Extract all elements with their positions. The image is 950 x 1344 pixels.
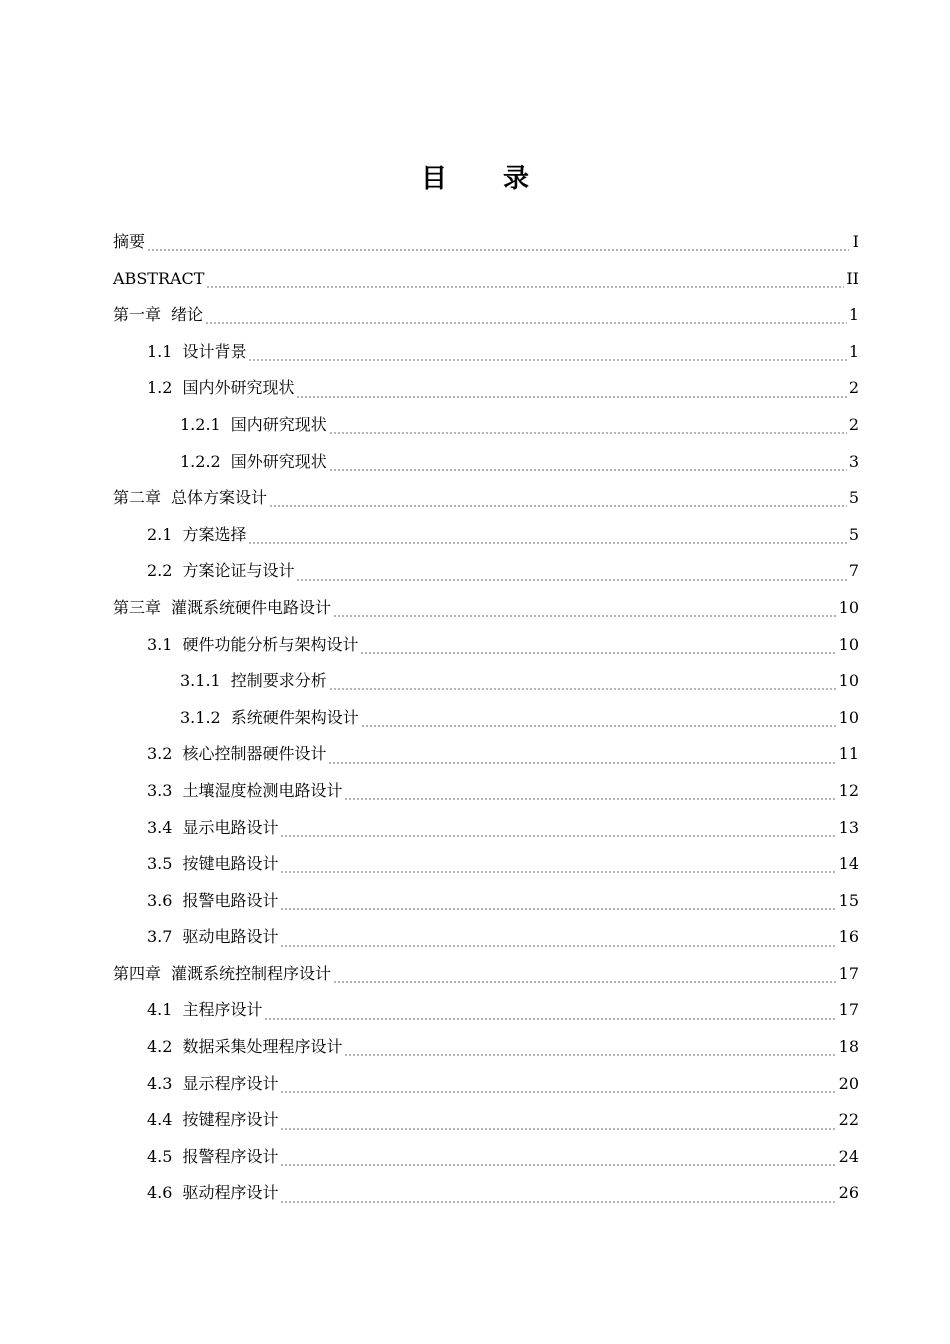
dot-leader bbox=[280, 1128, 836, 1130]
toc-entry-label: 报警程序设计 bbox=[182, 1146, 279, 1166]
dot-leader bbox=[205, 322, 847, 324]
title-char-1: 目 bbox=[420, 164, 447, 194]
toc-entry[interactable] bbox=[113, 883, 859, 920]
toc-entry-number: 3.5 bbox=[147, 854, 173, 874]
toc-entry-label: 国内研究现状 bbox=[230, 414, 327, 434]
toc-entry[interactable] bbox=[113, 590, 859, 627]
table-of-contents bbox=[113, 224, 859, 1212]
toc-entry-label: 显示电路设计 bbox=[182, 817, 279, 837]
toc-entry-page: 12 bbox=[838, 780, 859, 800]
toc-entry[interactable] bbox=[113, 334, 859, 371]
toc-entry[interactable] bbox=[113, 956, 859, 993]
dot-leader bbox=[264, 1018, 836, 1020]
toc-entry[interactable] bbox=[113, 773, 859, 810]
toc-entry-page: 16 bbox=[838, 927, 859, 947]
toc-entry-label: 硬件功能分析与架构设计 bbox=[182, 634, 359, 654]
toc-entry-label: ABSTRACT bbox=[113, 268, 205, 288]
toc-entry-label: 系统硬件架构设计 bbox=[230, 707, 359, 727]
toc-entry-number: 1.2.1 bbox=[180, 414, 221, 434]
toc-entry-page: 20 bbox=[838, 1073, 859, 1093]
toc-entry[interactable] bbox=[113, 297, 859, 334]
dot-leader bbox=[329, 469, 847, 471]
toc-entry-number: 3.1.1 bbox=[180, 671, 221, 691]
toc-entry-number: 3.3 bbox=[147, 780, 173, 800]
toc-entry-label: 灌溉系统控制程序设计 bbox=[171, 963, 332, 983]
dot-leader bbox=[280, 871, 836, 873]
toc-entry[interactable] bbox=[113, 553, 859, 590]
toc-entry-label: 主程序设计 bbox=[182, 1000, 263, 1020]
toc-entry-page: 2 bbox=[848, 378, 859, 398]
toc-entry-number: 第二章 bbox=[113, 488, 162, 508]
toc-entry-number: 第四章 bbox=[113, 963, 162, 983]
dot-leader bbox=[280, 1201, 836, 1203]
toc-entry-number: 4.3 bbox=[147, 1073, 173, 1093]
toc-entry-label: 核心控制器硬件设计 bbox=[182, 744, 327, 764]
toc-entry-label: 驱动电路设计 bbox=[182, 927, 279, 947]
toc-entry-label: 控制要求分析 bbox=[230, 671, 327, 691]
toc-entry-label: 摘要 bbox=[113, 232, 146, 251]
dot-leader bbox=[360, 652, 836, 654]
toc-entry-number: 2.1 bbox=[147, 524, 173, 544]
toc-entry-label: 显示程序设计 bbox=[182, 1073, 279, 1093]
dot-leader bbox=[280, 1164, 836, 1166]
toc-entry-page: 10 bbox=[838, 634, 859, 654]
dot-leader bbox=[333, 981, 837, 983]
toc-entry-label: 报警电路设计 bbox=[182, 890, 279, 910]
dot-leader bbox=[333, 615, 837, 617]
dot-leader bbox=[248, 359, 846, 361]
toc-entry-page: 17 bbox=[838, 963, 859, 983]
toc-entry[interactable] bbox=[113, 919, 859, 956]
toc-entry-number: 第一章 bbox=[113, 305, 162, 325]
toc-entry-number: 4.5 bbox=[147, 1146, 173, 1166]
toc-entry-number: 1.2 bbox=[147, 378, 173, 398]
toc-entry-label: 按键电路设计 bbox=[182, 854, 279, 874]
toc-entry-number: 3.6 bbox=[147, 890, 173, 910]
dot-leader bbox=[248, 542, 846, 544]
toc-entry[interactable] bbox=[113, 517, 859, 554]
toc-entry-page: 5 bbox=[848, 524, 859, 544]
toc-entry-page: 17 bbox=[838, 1000, 859, 1020]
toc-entry-page: 2 bbox=[848, 414, 859, 434]
toc-entry-number: 3.7 bbox=[147, 927, 173, 947]
toc-entry[interactable] bbox=[113, 700, 859, 737]
dot-leader bbox=[280, 945, 836, 947]
toc-entry-page: 24 bbox=[838, 1146, 859, 1166]
toc-entry[interactable] bbox=[113, 736, 859, 773]
toc-entry-number: 3.1 bbox=[147, 634, 173, 654]
toc-entry-page: 22 bbox=[838, 1110, 859, 1130]
toc-entry-page: 10 bbox=[838, 671, 859, 691]
toc-entry-page: 13 bbox=[838, 817, 859, 837]
toc-entry-page: 15 bbox=[838, 890, 859, 910]
toc-entry-label: 按键程序设计 bbox=[182, 1110, 279, 1130]
toc-entry-number: 4.2 bbox=[147, 1037, 173, 1057]
toc-entry[interactable] bbox=[113, 1102, 859, 1139]
toc-entry-label: 国外研究现状 bbox=[230, 451, 327, 471]
toc-entry-number: 1.2.2 bbox=[180, 451, 221, 471]
toc-entry-number: 3.1.2 bbox=[180, 707, 221, 727]
toc-entry-page: 7 bbox=[848, 561, 859, 581]
toc-entry-label: 方案选择 bbox=[182, 524, 247, 544]
dot-leader bbox=[269, 505, 847, 507]
toc-entry-label: 灌溉系统硬件电路设计 bbox=[171, 597, 332, 617]
toc-entry-page: I bbox=[852, 232, 859, 251]
toc-entry[interactable] bbox=[113, 407, 859, 444]
toc-entry-number: 2.2 bbox=[147, 561, 173, 581]
dot-leader bbox=[328, 762, 836, 764]
toc-entry[interactable] bbox=[113, 810, 859, 847]
toc-entry-page: 18 bbox=[838, 1037, 859, 1057]
toc-entry-number: 4.1 bbox=[147, 1000, 173, 1020]
dot-leader bbox=[147, 249, 849, 251]
dot-leader bbox=[361, 725, 837, 727]
toc-entry[interactable] bbox=[113, 370, 859, 407]
toc-entry[interactable] bbox=[113, 224, 859, 261]
dot-leader bbox=[280, 1091, 836, 1093]
dot-leader bbox=[329, 432, 847, 434]
toc-entry-page: II bbox=[846, 268, 859, 288]
toc-entry[interactable] bbox=[113, 1066, 859, 1103]
toc-entry-page: 14 bbox=[838, 854, 859, 874]
dot-leader bbox=[296, 396, 846, 398]
toc-entry-page: 11 bbox=[838, 744, 859, 764]
toc-entry-page: 1 bbox=[848, 305, 859, 325]
dot-leader bbox=[329, 688, 837, 690]
toc-entry-label: 总体方案设计 bbox=[171, 488, 268, 508]
toc-entry-label: 设计背景 bbox=[182, 341, 247, 361]
dot-leader bbox=[296, 579, 846, 581]
toc-entry-label: 方案论证与设计 bbox=[182, 561, 295, 581]
toc-entry-label: 国内外研究现状 bbox=[182, 378, 295, 398]
toc-entry[interactable] bbox=[113, 444, 859, 481]
dot-leader bbox=[344, 1054, 836, 1056]
toc-entry-number: 4.6 bbox=[147, 1183, 173, 1203]
toc-entry-number: 3.2 bbox=[147, 744, 173, 764]
toc-entry-label: 驱动程序设计 bbox=[182, 1183, 279, 1203]
toc-entry-page: 1 bbox=[848, 341, 859, 361]
toc-entry-number: 第三章 bbox=[113, 597, 162, 617]
toc-entry-page: 10 bbox=[838, 597, 859, 617]
toc-entry-label: 数据采集处理程序设计 bbox=[182, 1037, 343, 1057]
toc-entry[interactable] bbox=[113, 480, 859, 517]
dot-leader bbox=[206, 286, 844, 288]
dot-leader bbox=[280, 908, 836, 910]
toc-entry[interactable] bbox=[113, 1139, 859, 1176]
toc-entry-page: 10 bbox=[838, 707, 859, 727]
toc-entry[interactable] bbox=[113, 627, 859, 664]
toc-entry[interactable] bbox=[113, 663, 859, 700]
toc-entry[interactable] bbox=[113, 1029, 859, 1066]
toc-entry-label: 土壤湿度检测电路设计 bbox=[182, 780, 343, 800]
dot-leader bbox=[344, 798, 836, 800]
dot-leader bbox=[280, 835, 836, 837]
page-title bbox=[0, 158, 950, 195]
toc-entry-number: 4.4 bbox=[147, 1110, 173, 1130]
toc-entry-page: 3 bbox=[848, 451, 859, 471]
toc-entry-label: 绪论 bbox=[171, 305, 204, 325]
toc-entry-page: 5 bbox=[848, 488, 859, 508]
toc-entry-number: 3.4 bbox=[147, 817, 173, 837]
toc-entry-number: 1.1 bbox=[147, 341, 173, 361]
toc-entry[interactable] bbox=[113, 1175, 859, 1212]
toc-entry[interactable] bbox=[113, 992, 859, 1029]
toc-entry[interactable] bbox=[113, 261, 859, 298]
toc-entry[interactable] bbox=[113, 846, 859, 883]
title-char-2: 录 bbox=[503, 164, 530, 194]
toc-entry-page: 26 bbox=[838, 1183, 859, 1203]
